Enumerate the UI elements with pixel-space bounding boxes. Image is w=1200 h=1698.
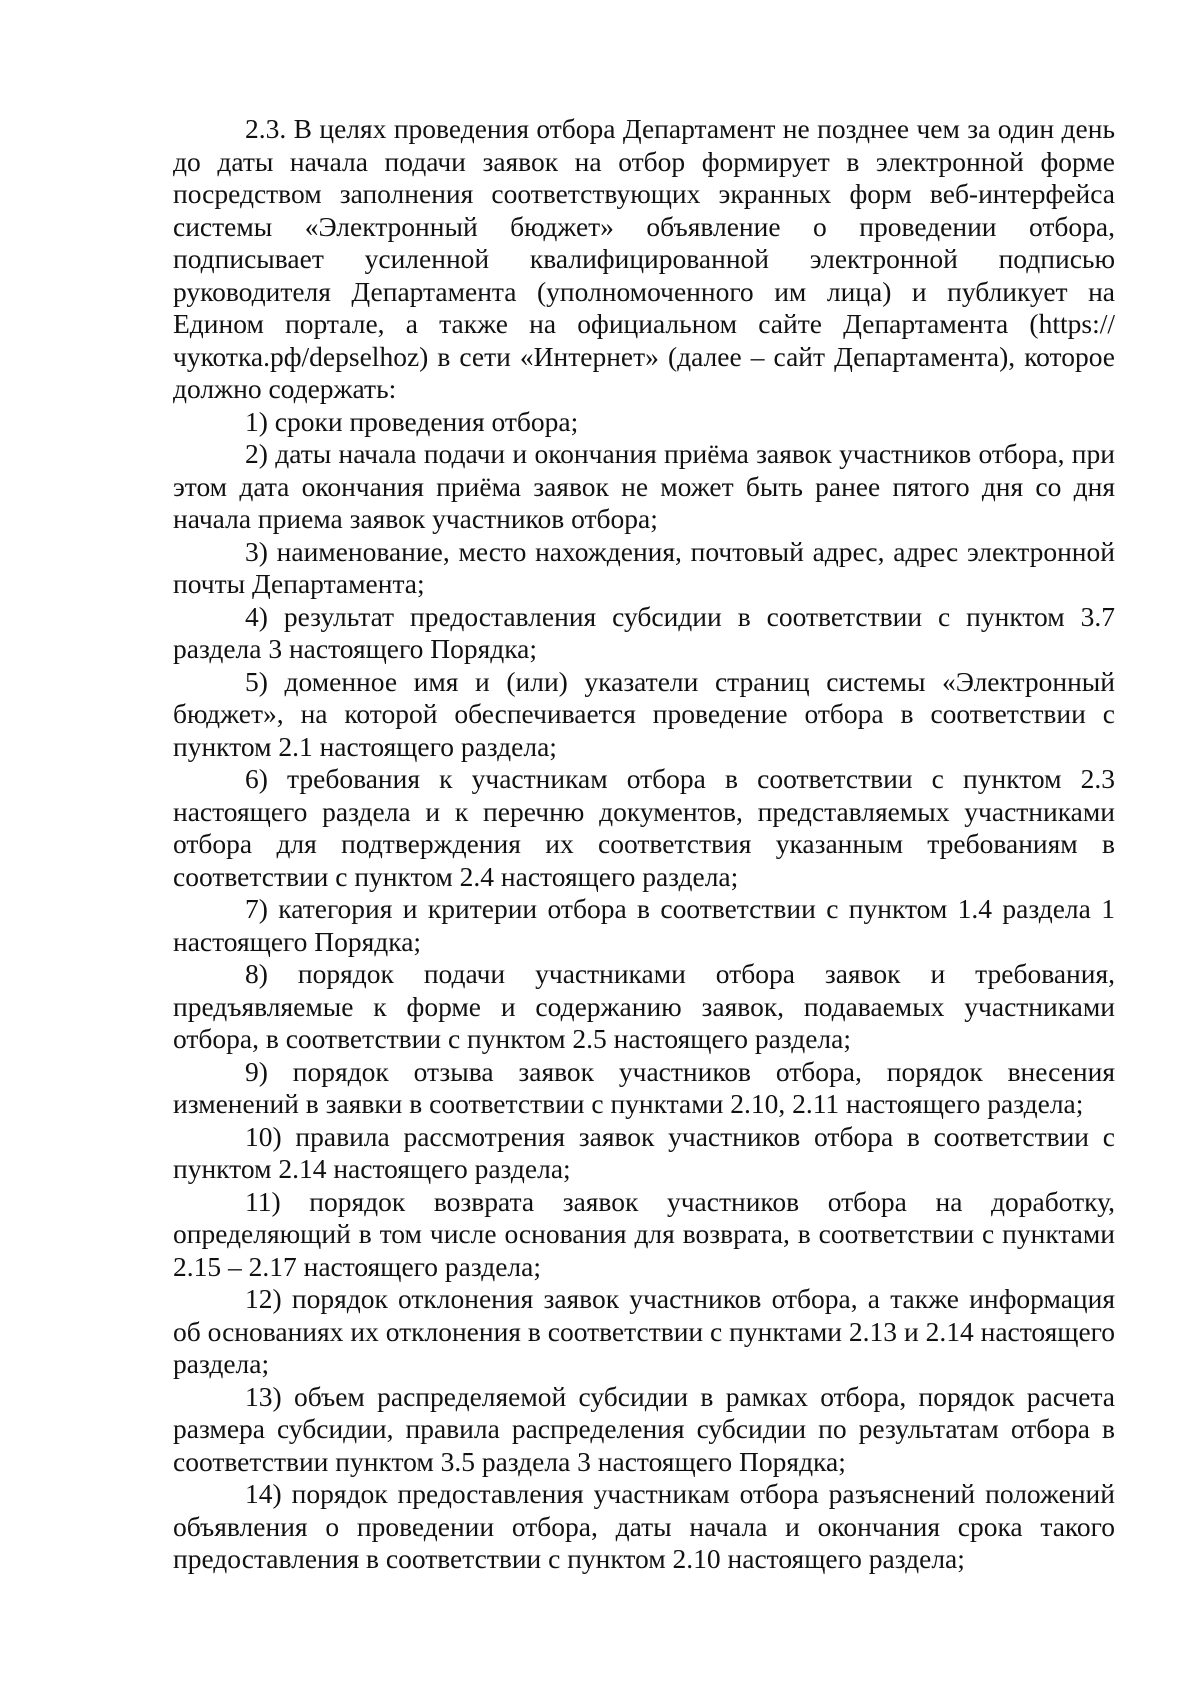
- list-item-6: 6) требования к участникам отбора в соответствии с пунктом 2.3 настоящего раздела и к перечню документов, представляемых участниками отбора для подтверждения их соответствия указанным требованиям в соответствии с пунктом 2.4 настоящего раздела;: [173, 763, 1115, 892]
- list-item-10: 10) правила рассмотрения заявок участников отбора в соответствии с пунктом 2.14 настоящего раздела;: [173, 1120, 1115, 1184]
- list-item-9: 9) порядок отзыва заявок участников отбора, порядок внесения изменений в заявки в соответствии с пунктами 2.10, 2.11 настоящего раздела;: [173, 1055, 1115, 1119]
- list-item-2: 2) даты начала подачи и окончания приёма заявок участников отбора, при этом дата окончания приёма заявок не может быть ранее пятого дня со дня начала приема заявок участников отбора;: [173, 438, 1115, 534]
- list-item-1: 1) сроки проведения отбора;: [245, 405, 579, 437]
- list-item-14: 14) порядок предоставления участникам отбора разъяснений положений объявления о проведении отбора, даты начала и окончания срока такого предоставления в соответствии с пунктом 2.10 настоящего раздела;: [173, 1478, 1115, 1574]
- list-item-13: 13) объем распределяемой субсидии в рамках отбора, порядок расчета размера субсидии, правила распределения субсидии по результатам отбора в соответствии пунктом 3.5 раздела 3 настоящего Порядка;: [173, 1380, 1115, 1477]
- list-item-4: 4) результат предоставления субсидии в соответствии с пунктом 3.7 раздела 3 настоящего Порядка;: [173, 600, 1115, 664]
- list-item-3: 3) наименование, место нахождения, почтовый адрес, адрес электронной почты Департамента;: [173, 535, 1115, 599]
- list-item-7: 7) категория и критерии отбора в соответствии с пунктом 1.4 раздела 1 настоящего Порядка;: [173, 893, 1115, 957]
- list-item-5: 5) доменное имя и (или) указатели страниц системы «Электронный бюджет», на которой обеспечивается проведение отбора в соответствии с пунктом 2.1 настоящего раздела;: [173, 665, 1115, 762]
- list-item-12: 12) порядок отклонения заявок участников отбора, а также информация об основаниях их отклонения в соответствии с пунктами 2.13 и 2.14 настоящего раздела;: [173, 1283, 1115, 1379]
- list-item-11: 11) порядок возврата заявок участников отбора на доработку, определяющий в том числе основания для возврата, в соответствии с пунктами 2.15 – 2.17 настоящего раздела;: [173, 1185, 1115, 1282]
- list-item-8: 8) порядок подачи участниками отбора заявок и требования, предъявляемые к форме и содержанию заявок, подаваемых участниками отбора, в соответствии с пунктом 2.5 настоящего раздела;: [173, 958, 1115, 1054]
- document-body: [173, 113, 1115, 1576]
- paragraph-2-3: 2.3. В целях проведения отбора Департамент не позднее чем за один день до даты начала подачи заявок на отбор формирует в электронной форме посредством заполнения соответствующих экранных форм веб-интерфейса системы «Электронный бюджет» объявление о проведении отбора, подписывает усиленной квалифицированной электронной подписью руководителя Департамента (уполномоченного им лица) и публикует на Едином портале, а также на официальном сайте Департамента (https://чукотка.рф/depselhoz) в сети «Интернет» (далее – сайт Департамента), которое должно содержать:: [173, 113, 1115, 404]
